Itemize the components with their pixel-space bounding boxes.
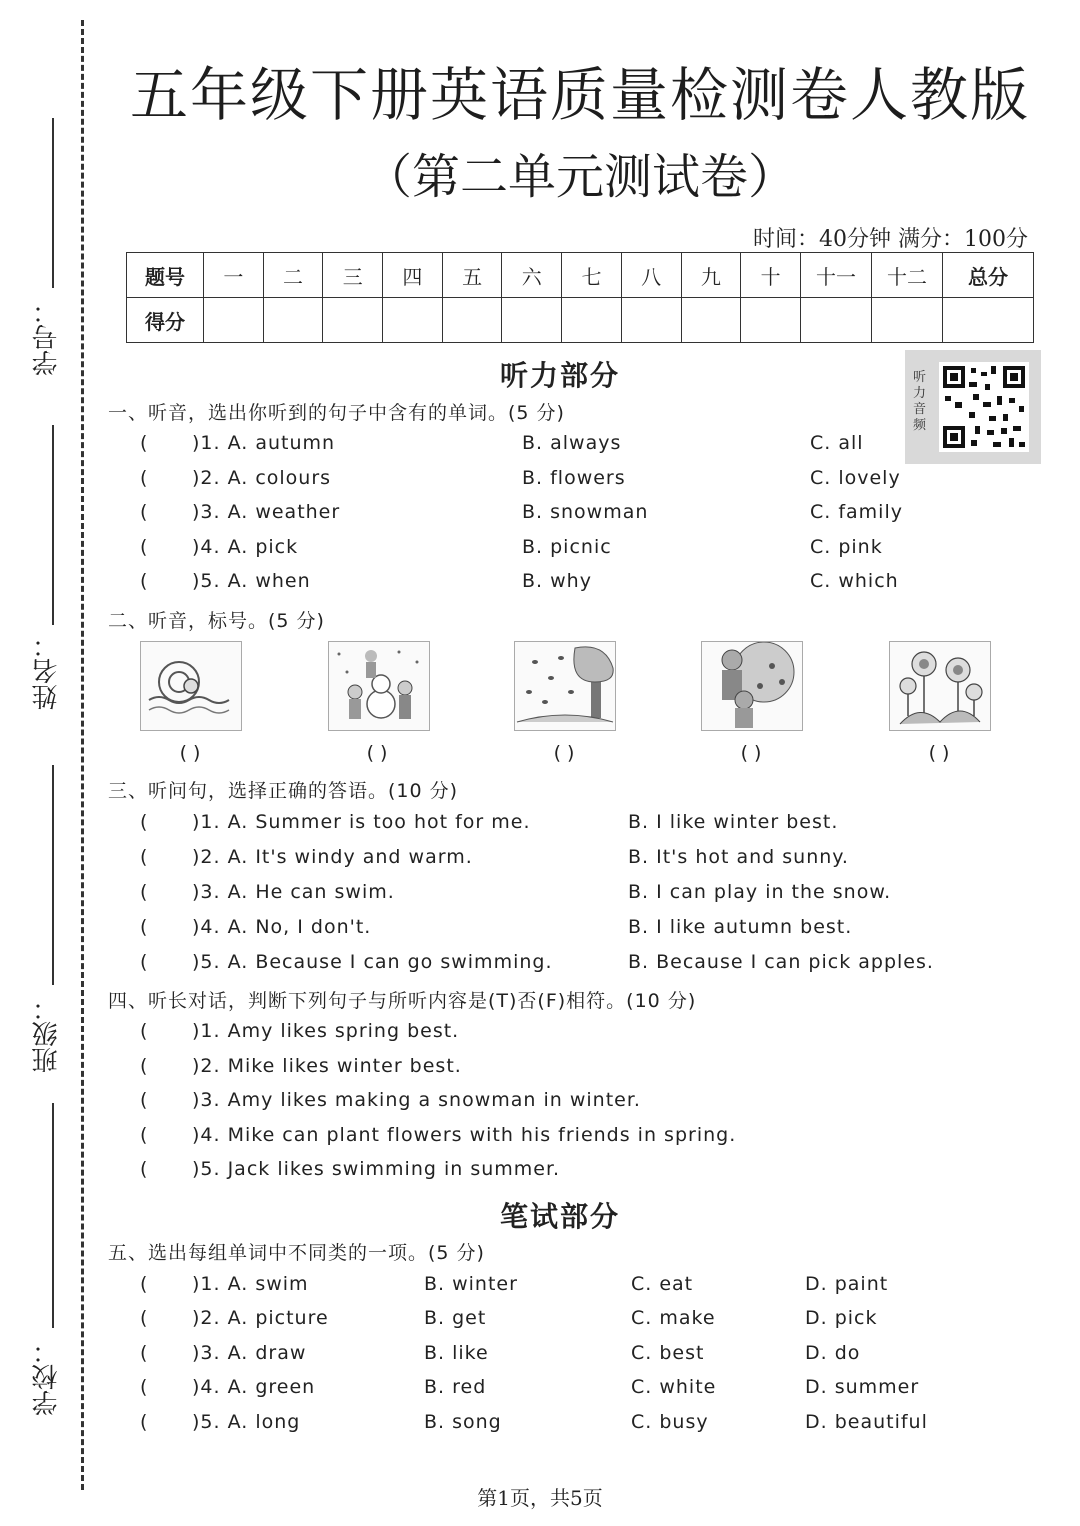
q3-option-a: )3. A. He can swim. <box>192 881 395 903</box>
score-cell[interactable] <box>681 298 741 343</box>
q5-option-d: D. do <box>805 1342 861 1364</box>
q1-option-c: C. pink <box>810 536 883 558</box>
score-cell[interactable] <box>204 298 264 343</box>
score-cell[interactable] <box>801 298 872 343</box>
score-cell[interactable] <box>442 298 502 343</box>
q5-option-c: C. best <box>631 1342 705 1364</box>
q4-statement: )4. Mike can plant flowers with his friends in spring. <box>192 1124 737 1146</box>
school-label: 学校： <box>32 1338 62 1416</box>
q4-statement: )5. Jack likes swimming in summer. <box>192 1158 561 1180</box>
class-label: 班级： <box>32 995 62 1073</box>
q5-option-b: B. red <box>424 1376 487 1398</box>
score-table-header-row <box>127 253 1034 298</box>
q1-option-a: )1. A. autumn <box>192 432 336 454</box>
listening-section-title: 听力部分 <box>499 359 620 392</box>
answer-paren[interactable]: ( <box>140 1411 149 1433</box>
flowers-picture <box>889 641 991 731</box>
score-cell[interactable] <box>621 298 681 343</box>
q5-option-a: )1. A. swim <box>192 1273 309 1295</box>
score-cell[interactable] <box>562 298 622 343</box>
score-cell[interactable] <box>263 298 323 343</box>
table-cell: 三 <box>323 253 383 298</box>
q1-option-b: B. snowman <box>522 501 649 523</box>
q5-option-c: C. eat <box>631 1273 694 1295</box>
answer-paren[interactable]: ( <box>140 916 149 938</box>
snowman-picture <box>328 641 430 731</box>
q4-statement: )2. Mike likes winter best. <box>192 1055 462 1077</box>
page-subtitle: （第二单元测试卷） <box>363 149 796 205</box>
table-cell: 二 <box>263 253 323 298</box>
score-cell[interactable] <box>741 298 801 343</box>
answer-paren[interactable]: ( <box>140 1020 149 1042</box>
q1-option-b: B. flowers <box>522 467 626 489</box>
answer-paren[interactable]: ( <box>140 570 149 592</box>
student-no-label: 学号： <box>32 298 62 376</box>
q1-option-a: )5. A. when <box>192 570 311 592</box>
autumn-tree-picture <box>514 641 616 731</box>
answer-paren[interactable]: ( <box>140 1055 149 1077</box>
table-cell: 题号 <box>127 253 204 298</box>
answer-paren[interactable]: ( <box>140 467 149 489</box>
q2-heading: 二、听音，标号。(5 分) <box>108 610 325 632</box>
score-cell[interactable] <box>383 298 443 343</box>
answer-paren[interactable]: ( <box>140 1376 149 1398</box>
q2-answer-paren[interactable]: ( ) <box>740 742 762 764</box>
q5-option-a: )2. A. picture <box>192 1307 329 1329</box>
score-cell[interactable] <box>872 298 943 343</box>
q1-option-b: B. always <box>522 432 622 454</box>
q5-option-a: )5. A. long <box>192 1411 301 1433</box>
q5-option-a: )4. A. green <box>192 1376 316 1398</box>
q1-option-c: C. family <box>810 501 903 523</box>
table-cell: 十二 <box>872 253 943 298</box>
answer-paren[interactable]: ( <box>140 811 149 833</box>
q1-option-a: )2. A. colours <box>192 467 332 489</box>
q2-answer-paren[interactable]: ( ) <box>928 742 950 764</box>
binding-dashed-line <box>81 20 84 1490</box>
q5-option-d: D. beautiful <box>805 1411 928 1433</box>
q5-heading: 五、选出每组单词中不同类的一项。(5 分) <box>108 1242 485 1264</box>
answer-paren[interactable]: ( <box>140 1124 149 1146</box>
table-cell: 总分 <box>943 253 1034 298</box>
q1-option-a: )4. A. pick <box>192 536 299 558</box>
answer-paren[interactable]: ( <box>140 951 149 973</box>
writing-section-title: 笔试部分 <box>499 1200 620 1233</box>
q1-option-c: C. lovely <box>810 467 901 489</box>
q5-option-b: B. get <box>424 1307 487 1329</box>
answer-paren[interactable]: ( <box>140 1307 149 1329</box>
table-cell: 十一 <box>801 253 872 298</box>
score-table <box>126 252 1034 343</box>
table-cell: 一 <box>204 253 264 298</box>
page-title: 五年级下册英语质量检测卷人教版 <box>129 61 1030 129</box>
table-cell: 五 <box>442 253 502 298</box>
q1-option-a: )3. A. weather <box>192 501 341 523</box>
answer-paren[interactable]: ( <box>140 1273 149 1295</box>
table-cell: 六 <box>502 253 562 298</box>
score-cell[interactable] <box>502 298 562 343</box>
page-number: 第1页，共5页 <box>477 1486 603 1510</box>
answer-paren[interactable]: ( <box>140 501 149 523</box>
name-line <box>52 425 54 625</box>
q3-option-a: )4. A. No, I don't. <box>192 916 372 938</box>
q3-option-b: B. I like autumn best. <box>628 916 853 938</box>
answer-paren[interactable]: ( <box>140 881 149 903</box>
q1-option-b: B. why <box>522 570 592 592</box>
q2-answer-paren[interactable]: ( ) <box>366 742 388 764</box>
score-cell[interactable] <box>323 298 383 343</box>
q1-option-b: B. picnic <box>522 536 612 558</box>
class-line <box>52 765 54 985</box>
q5-option-b: B. winter <box>424 1273 518 1295</box>
q3-option-b: B. I like winter best. <box>628 811 839 833</box>
q5-option-c: C. make <box>631 1307 716 1329</box>
answer-paren[interactable]: ( <box>140 846 149 868</box>
q5-option-b: B. like <box>424 1342 489 1364</box>
q5-option-d: D. paint <box>805 1273 889 1295</box>
q5-option-b: B. song <box>424 1411 502 1433</box>
q5-option-c: C. white <box>631 1376 717 1398</box>
time-info: 时间：40分钟 满分：100分 <box>753 227 1028 252</box>
name-label: 姓名： <box>32 632 62 710</box>
q2-answer-paren[interactable]: ( ) <box>179 742 201 764</box>
q4-heading: 四、听长对话，判断下列句子与所听内容是(T)否(F)相符。(10 分) <box>108 990 697 1012</box>
table-cell: 八 <box>621 253 681 298</box>
q1-option-c: C. all <box>810 432 864 454</box>
q5-option-d: D. pick <box>805 1307 878 1329</box>
q1-heading: 一、听音，选出你听到的句子中含有的单词。(5 分) <box>108 402 565 424</box>
q3-option-a: )2. A. It's windy and warm. <box>192 846 473 868</box>
q5-option-a: )3. A. draw <box>192 1342 307 1364</box>
q4-statement: )3. Amy likes making a snowman in winter. <box>192 1089 641 1111</box>
swimming-picture <box>140 641 242 731</box>
apple-picking-picture <box>701 641 803 731</box>
q3-option-a: )1. A. Summer is too hot for me. <box>192 811 531 833</box>
answer-paren[interactable]: ( <box>140 536 149 558</box>
q4-statement: )1. Amy likes spring best. <box>192 1020 460 1042</box>
answer-paren[interactable]: ( <box>140 1089 149 1111</box>
q3-option-a: )5. A. Because I can go swimming. <box>192 951 553 973</box>
q3-option-b: B. It's hot and sunny. <box>628 846 849 868</box>
q1-option-c: C. which <box>810 570 899 592</box>
table-cell: 得分 <box>127 298 204 343</box>
score-table-score-row <box>127 298 1034 343</box>
q3-option-b: B. Because I can pick apples. <box>628 951 934 973</box>
q2-answer-paren[interactable]: ( ) <box>553 742 575 764</box>
table-cell: 十 <box>741 253 801 298</box>
score-cell[interactable] <box>943 298 1034 343</box>
table-cell: 四 <box>383 253 443 298</box>
table-cell: 九 <box>681 253 741 298</box>
qr-label: 听力音频 <box>913 370 927 433</box>
qr-code-icon[interactable] <box>939 362 1029 452</box>
q5-option-d: D. summer <box>805 1376 920 1398</box>
q3-heading: 三、听问句，选择正确的答语。(10 分) <box>108 780 459 802</box>
answer-paren[interactable]: ( <box>140 1158 149 1180</box>
listening-qr-block[interactable] <box>905 350 1041 464</box>
answer-paren[interactable]: ( <box>140 432 149 454</box>
answer-paren[interactable]: ( <box>140 1342 149 1364</box>
q5-option-c: C. busy <box>631 1411 709 1433</box>
table-cell: 七 <box>562 253 622 298</box>
q3-option-b: B. I can play in the snow. <box>628 881 892 903</box>
